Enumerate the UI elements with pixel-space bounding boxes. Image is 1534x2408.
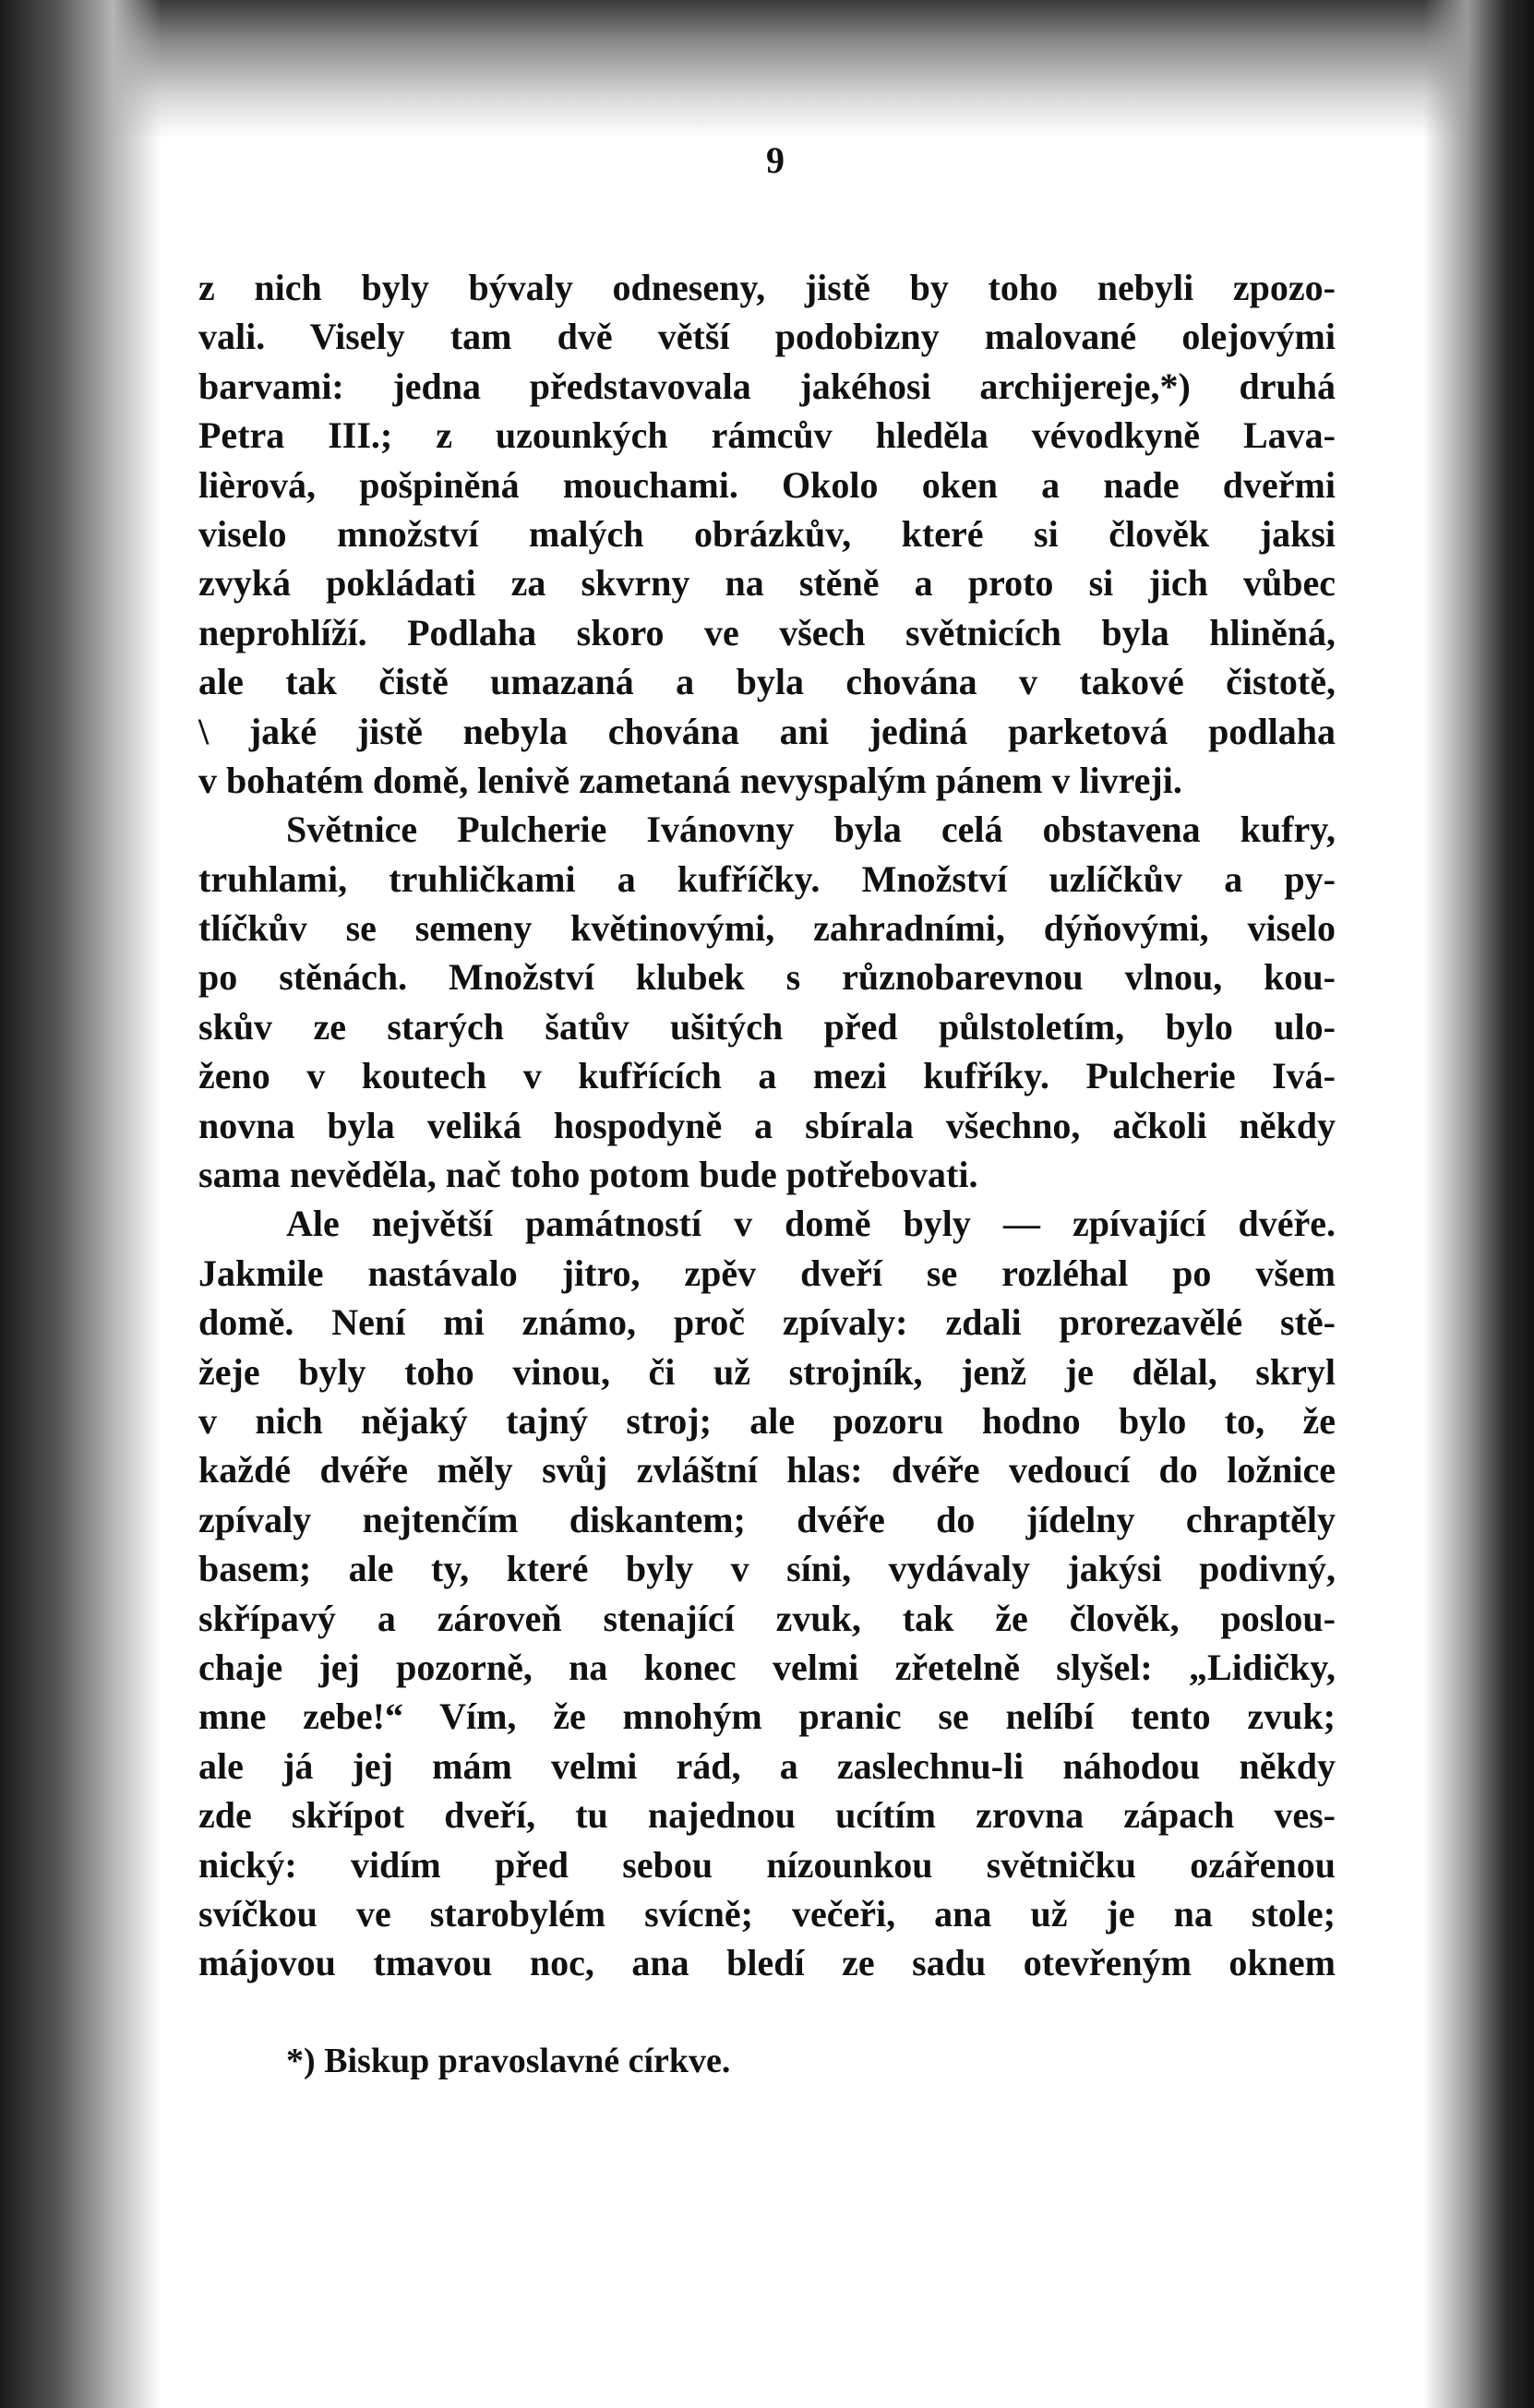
text-line: ženo v koutech v kufřících a mezi kufříky. Pulcherie Ivá-	[198, 1055, 1336, 1097]
text-line: skřípavý a zároveň stenající zvuk, tak že člověk, poslou-	[198, 1597, 1336, 1639]
text-line: novna byla veliká hospodyně a sbírala všechno, ačkoli někdy	[198, 1104, 1336, 1146]
text-line: svíčkou ve starobylém svícně; večeři, ana už je na stole;	[198, 1892, 1336, 1935]
text-line: \ jaké jistě nebyla chována ani jediná parketová podlaha	[198, 710, 1336, 752]
scan-shadow-left	[0, 0, 162, 2408]
text-line: žeje byly toho vinou, či už strojník, jenž je dělal, skryl	[198, 1350, 1336, 1393]
text-line: Petra III.; z uzounkých rámcův hleděla vévodkyně Lava-	[198, 414, 1336, 457]
text-line: zvyká pokládati za skvrny na stěně a proto si jich vůbec	[198, 562, 1336, 605]
text-line: basem; ale ty, které byly v síni, vydávaly jakýsi podivný,	[198, 1548, 1336, 1590]
text-line: sama nevěděla, nač toho potom bude potřebovati.	[198, 1154, 978, 1196]
scan-shadow-top	[0, 0, 1534, 138]
text-line: nický: vidím před sebou nízounkou světničku ozářenou	[198, 1843, 1336, 1886]
text-line: každé dvéře měly svůj zvláštní hlas: dvéře vedoucí do ložnice	[198, 1449, 1336, 1492]
page-number: 9	[766, 139, 785, 181]
text-line: zpívaly nejtenčím diskantem; dvéře do jídelny chraptěly	[198, 1498, 1336, 1540]
text-line: domě. Není mi známo, proč zpívaly: zdali prorezavělé stě-	[198, 1301, 1336, 1344]
text-line: viselo množství malých obrázkův, které si člověk jaksi	[198, 512, 1336, 555]
text-line: Jakmile nastávalo jitro, zpěv dveří se rozléhal po všem	[198, 1252, 1336, 1294]
text-line: ale tak čistě umazaná a byla chována v takové čistotě,	[198, 661, 1336, 703]
body-text	[198, 263, 1336, 1988]
text-line: zde skřípot dveří, tu najednou ucítím zrovna zápach ves-	[198, 1794, 1336, 1837]
text-line: mne zebe!“ Vím, že mnohým pranic se nelíbí tento zvuk;	[198, 1695, 1336, 1738]
text-line: chaje jej pozorně, na konec velmi zřetelně slyšel: „Lidičky,	[198, 1646, 1336, 1688]
text-line: májovou tmavou noc, ana bledí ze sadu otevřeným oknem	[198, 1942, 1336, 1984]
scan-shadow-right	[1423, 0, 1534, 2408]
text-line: tlíčkův se semeny květinovými, zahradními, dýňovými, viselo	[198, 907, 1336, 950]
text-line: v bohatém domě, lenivě zametaná nevyspalým pánem v livreji.	[198, 759, 1182, 801]
text-line: truhlami, truhličkami a kufříčky. Množství uzlíčkův a py-	[198, 857, 1336, 900]
text-line: po stěnách. Množství klubek s různobarevnou vlnou, kou-	[198, 956, 1336, 999]
text-line: neprohlíží. Podlaha skoro ve všech světnicích byla hliněná,	[198, 611, 1336, 653]
text-line: ale já jej mám velmi rád, a zaslechnu-li náhodou někdy	[198, 1744, 1336, 1787]
text-line: Světnice Pulcherie Ivánovny byla celá obstavena kufry,	[286, 809, 1336, 851]
footnote: *) Biskup pravoslavné církve.	[286, 2042, 731, 2080]
text-line: Ale největší památností v domě byly — zpívající dvéře.	[286, 1203, 1336, 1245]
text-line: barvami: jedna představovala jakéhosi archijereje,*) druhá	[198, 365, 1336, 407]
text-line: z nich byly bývaly odneseny, jistě by toho nebyli zpozo-	[198, 267, 1336, 308]
text-line: vali. Visely tam dvě větší podobizny malované olejovými	[198, 316, 1336, 358]
text-line: lièrová, pošpiněná mouchami. Okolo oken a nade dveřmi	[198, 463, 1336, 506]
text-line: skův ze starých šatův ušitých před půlstoletím, bylo ulo-	[198, 1005, 1336, 1048]
text-line: v nich nějaký tajný stroj; ale pozoru hodno bylo to, že	[198, 1399, 1336, 1442]
